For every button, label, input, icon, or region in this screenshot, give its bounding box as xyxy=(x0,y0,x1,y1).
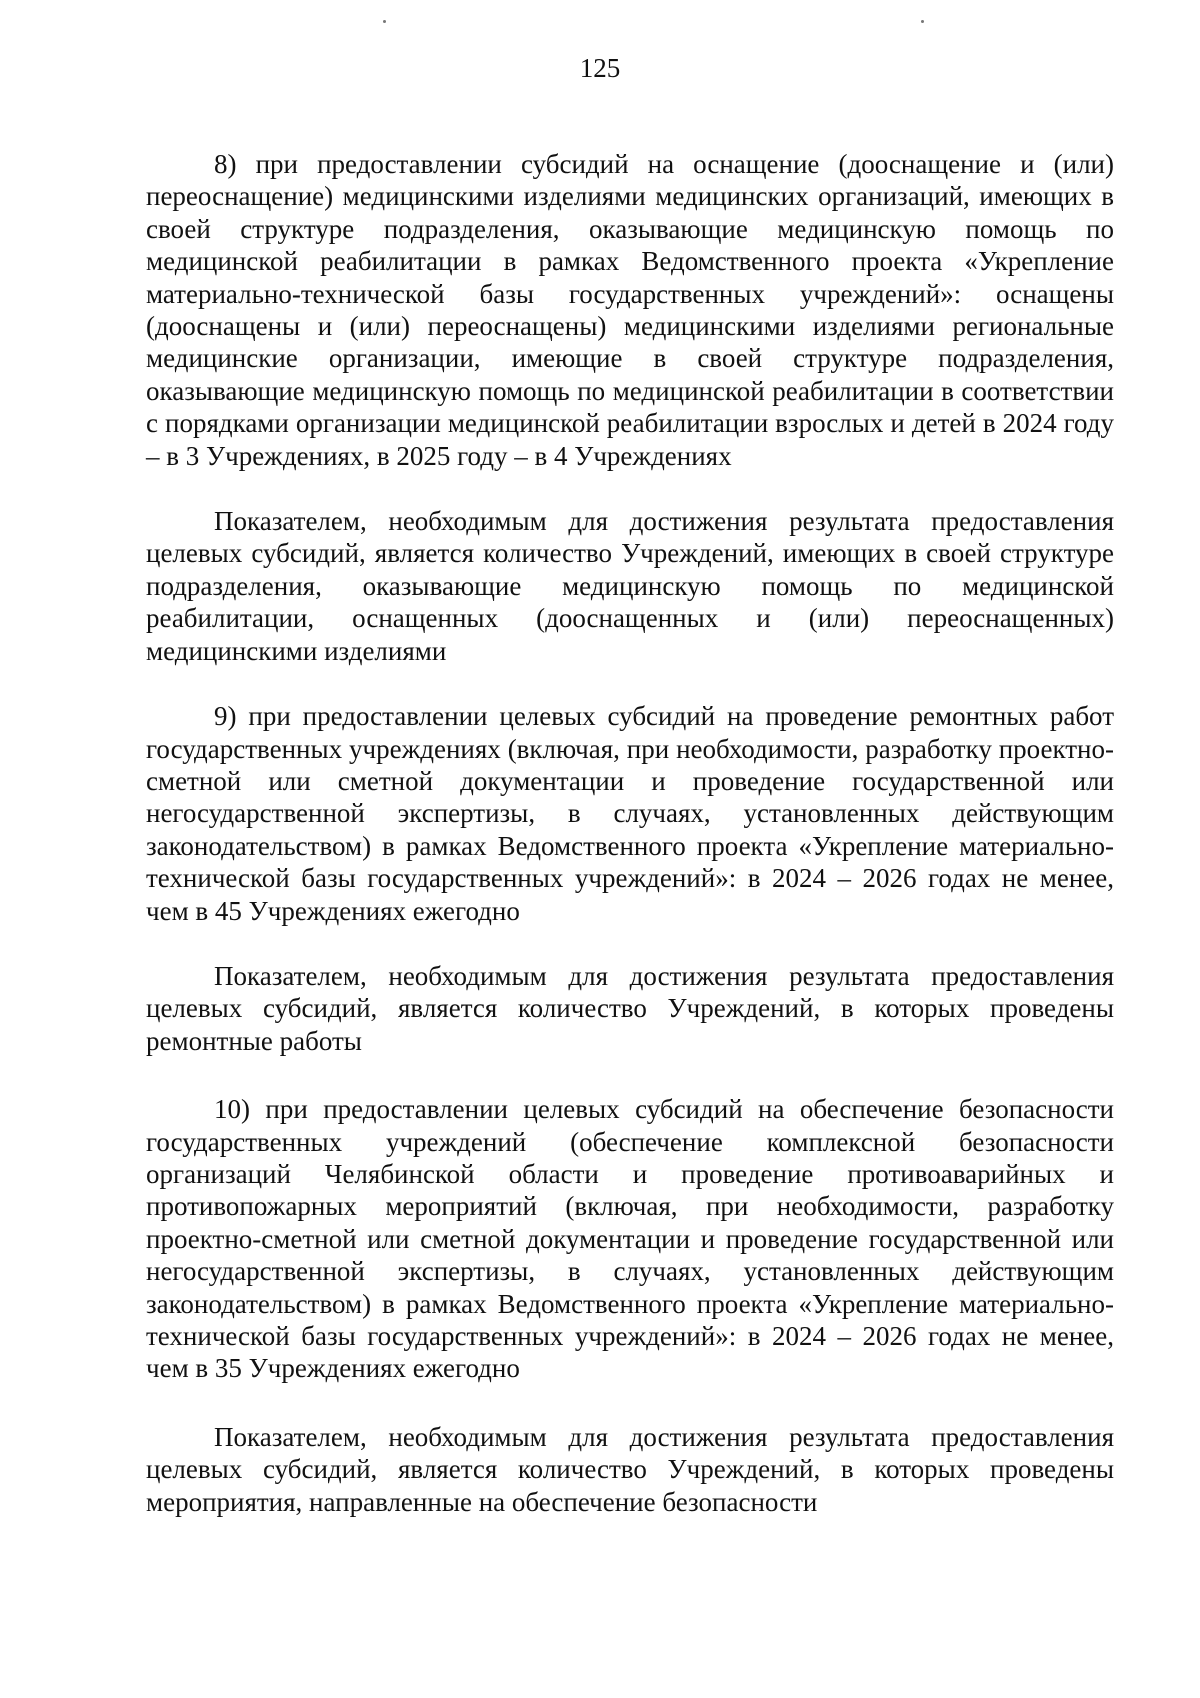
paragraph-indicator-8: Показателем, необходимым для достижения результата предоставления целевых субсидий, является количество Учреждений, имеющих в своей структуре подразделения, оказывающие медицинскую помощь по медицинской реабилитации, оснащенных (дооснащенных и (или) переоснащенных) медицинскими изделиями xyxy=(146,506,1114,666)
paragraph-indicator-10: Показателем, необходимым для достижения результата предоставления целевых субсидий, является количество Учреждений, в которых проведены мероприятия, направленные на обеспечение безопасности xyxy=(146,1421,1114,1517)
paragraph-item-8: 8) при предоставлении субсидий на оснащение (дооснащение и (или) переоснащение) медицинскими изделиями медицинских организаций, имеющих в своей структуре подразделения, оказывающие медицинскую помощь по медицинской реабилитации в рамках Ведомственного проекта «Укрепление материально-технической базы государственных учреждений»: оснащены (дооснащены и (или) переоснащены) медицинскими изделиями региональные медицинские организации, имеющие в своей структуре подразделения, оказывающие медицинскую помощь по медицинской реабилитации в соответствии с порядками организации медицинской реабилитации взрослых и детей в 2024 году – в 3 Учреждениях, в 2025 году – в 4 Учреждениях xyxy=(146,149,1114,471)
paragraph-item-10: 10) при предоставлении целевых субсидий на обеспечение безопасности государственных учреждений (обеспечение комплексной безопасности организаций Челябинской области и проведение противоаварийных и противопожарных мероприятий (включая, при необходимости, разработку проектно-сметной или сметной документации и проведение государственной или негосударственной экспертизы, в случаях, установленных действующим законодательством) в рамках Ведомственного проекта «Укрепление материально-технической базы государственных учреждений»: в 2024 – 2026 годах не менее, чем в 35 Учреждениях ежегодно xyxy=(146,1094,1114,1384)
scan-speck xyxy=(383,20,386,23)
paragraph-indicator-9: Показателем, необходимым для достижения результата предоставления целевых субсидий, является количество Учреждений, в которых проведены ремонтные работы xyxy=(146,960,1114,1056)
page-number: 125 xyxy=(579,53,621,83)
document-body xyxy=(146,148,1114,1518)
paragraph-item-9: 9) при предоставлении целевых субсидий на проведение ремонтных работ государственных учреждениях (включая, при необходимости, разработку проектно-сметной или сметной документации и проведение государственной или негосударственной экспертизы, в случаях, установленных действующим законодательством) в рамках Ведомственного проекта «Укрепление материально-технической базы государственных учреждений»: в 2024 – 2026 годах не менее, чем в 45 Учреждениях ежегодно xyxy=(146,701,1114,926)
scan-speck xyxy=(921,20,924,23)
